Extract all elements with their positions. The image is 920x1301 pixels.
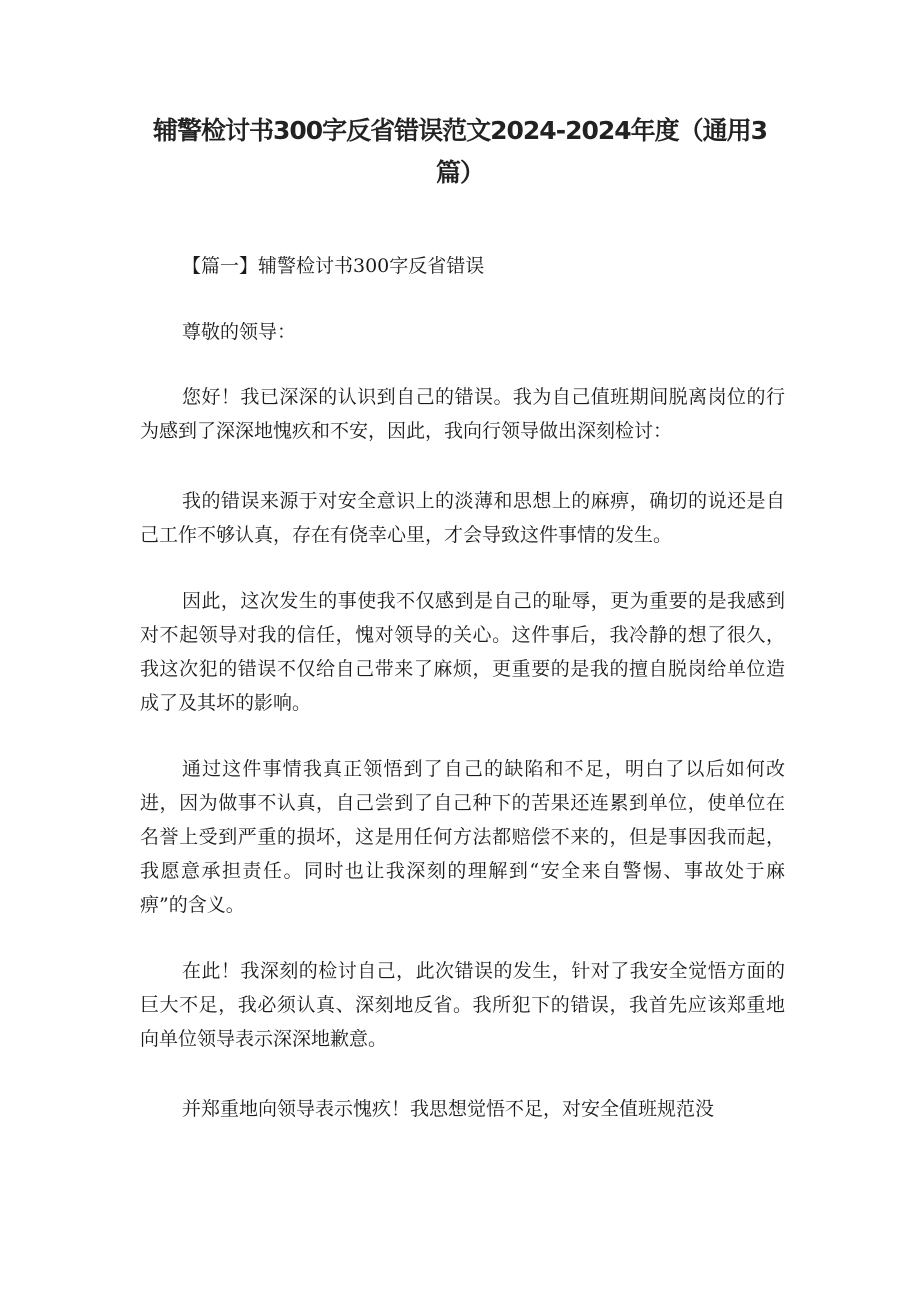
paragraph-3: 因此，这次发生的事使我不仅感到是自己的耻辱，更为重要的是我感到对不起领导对我的信任，愧对领导的关心。这件事后，我冷静的想了很久，我这次犯的错误不仅给自己带来了麻烦，更重要的是我的擅自脱岗给单位造成了及其坏的影响。 [140, 590, 785, 714]
document-title: 辅警检讨书300字反省错误范文2024-2024年度（通用3篇） [152, 116, 768, 187]
paragraph-5: 在此！我深刻的检讨自己，此次错误的发生，针对了我安全觉悟方面的巨大不足，我必须认真、深刻地反省。我所犯下的错误，我首先应该郑重地向单位领导表示深深地歉意。 [140, 960, 785, 1050]
salutation: 尊敬的领导： [182, 321, 297, 343]
paragraph-4: 通过这件事情我真正领悟到了自己的缺陷和不足，明白了以后如何改进，因为做事不认真，自己尝到了自己种下的苦果还连累到单位，使单位在名誉上受到严重的损坏，这是用任何方法都赔偿不来的，但是事因我而起，我愿意承担责任。同时也让我深刻的理解到“安全来自警惕、事故处于麻痹”的含义。 [140, 758, 785, 916]
paragraph-2: 我的错误来源于对安全意识上的淡薄和思想上的麻痹，确切的说还是自己工作不够认真，存在有侥幸心里，才会导致这件事情的发生。 [140, 490, 785, 546]
paragraph-1: 您好！我已深深的认识到自己的错误。我为自己值班期间脱离岗位的行为感到了深深地愧疚和不安，因此，我向行领导做出深刻检讨： [140, 386, 785, 442]
paragraph-6: 并郑重地向领导表示愧疚！我思想觉悟不足，对安全值班规范没 [182, 1098, 715, 1120]
section-heading: 【篇一】辅警检讨书300字反省错误 [182, 255, 485, 277]
